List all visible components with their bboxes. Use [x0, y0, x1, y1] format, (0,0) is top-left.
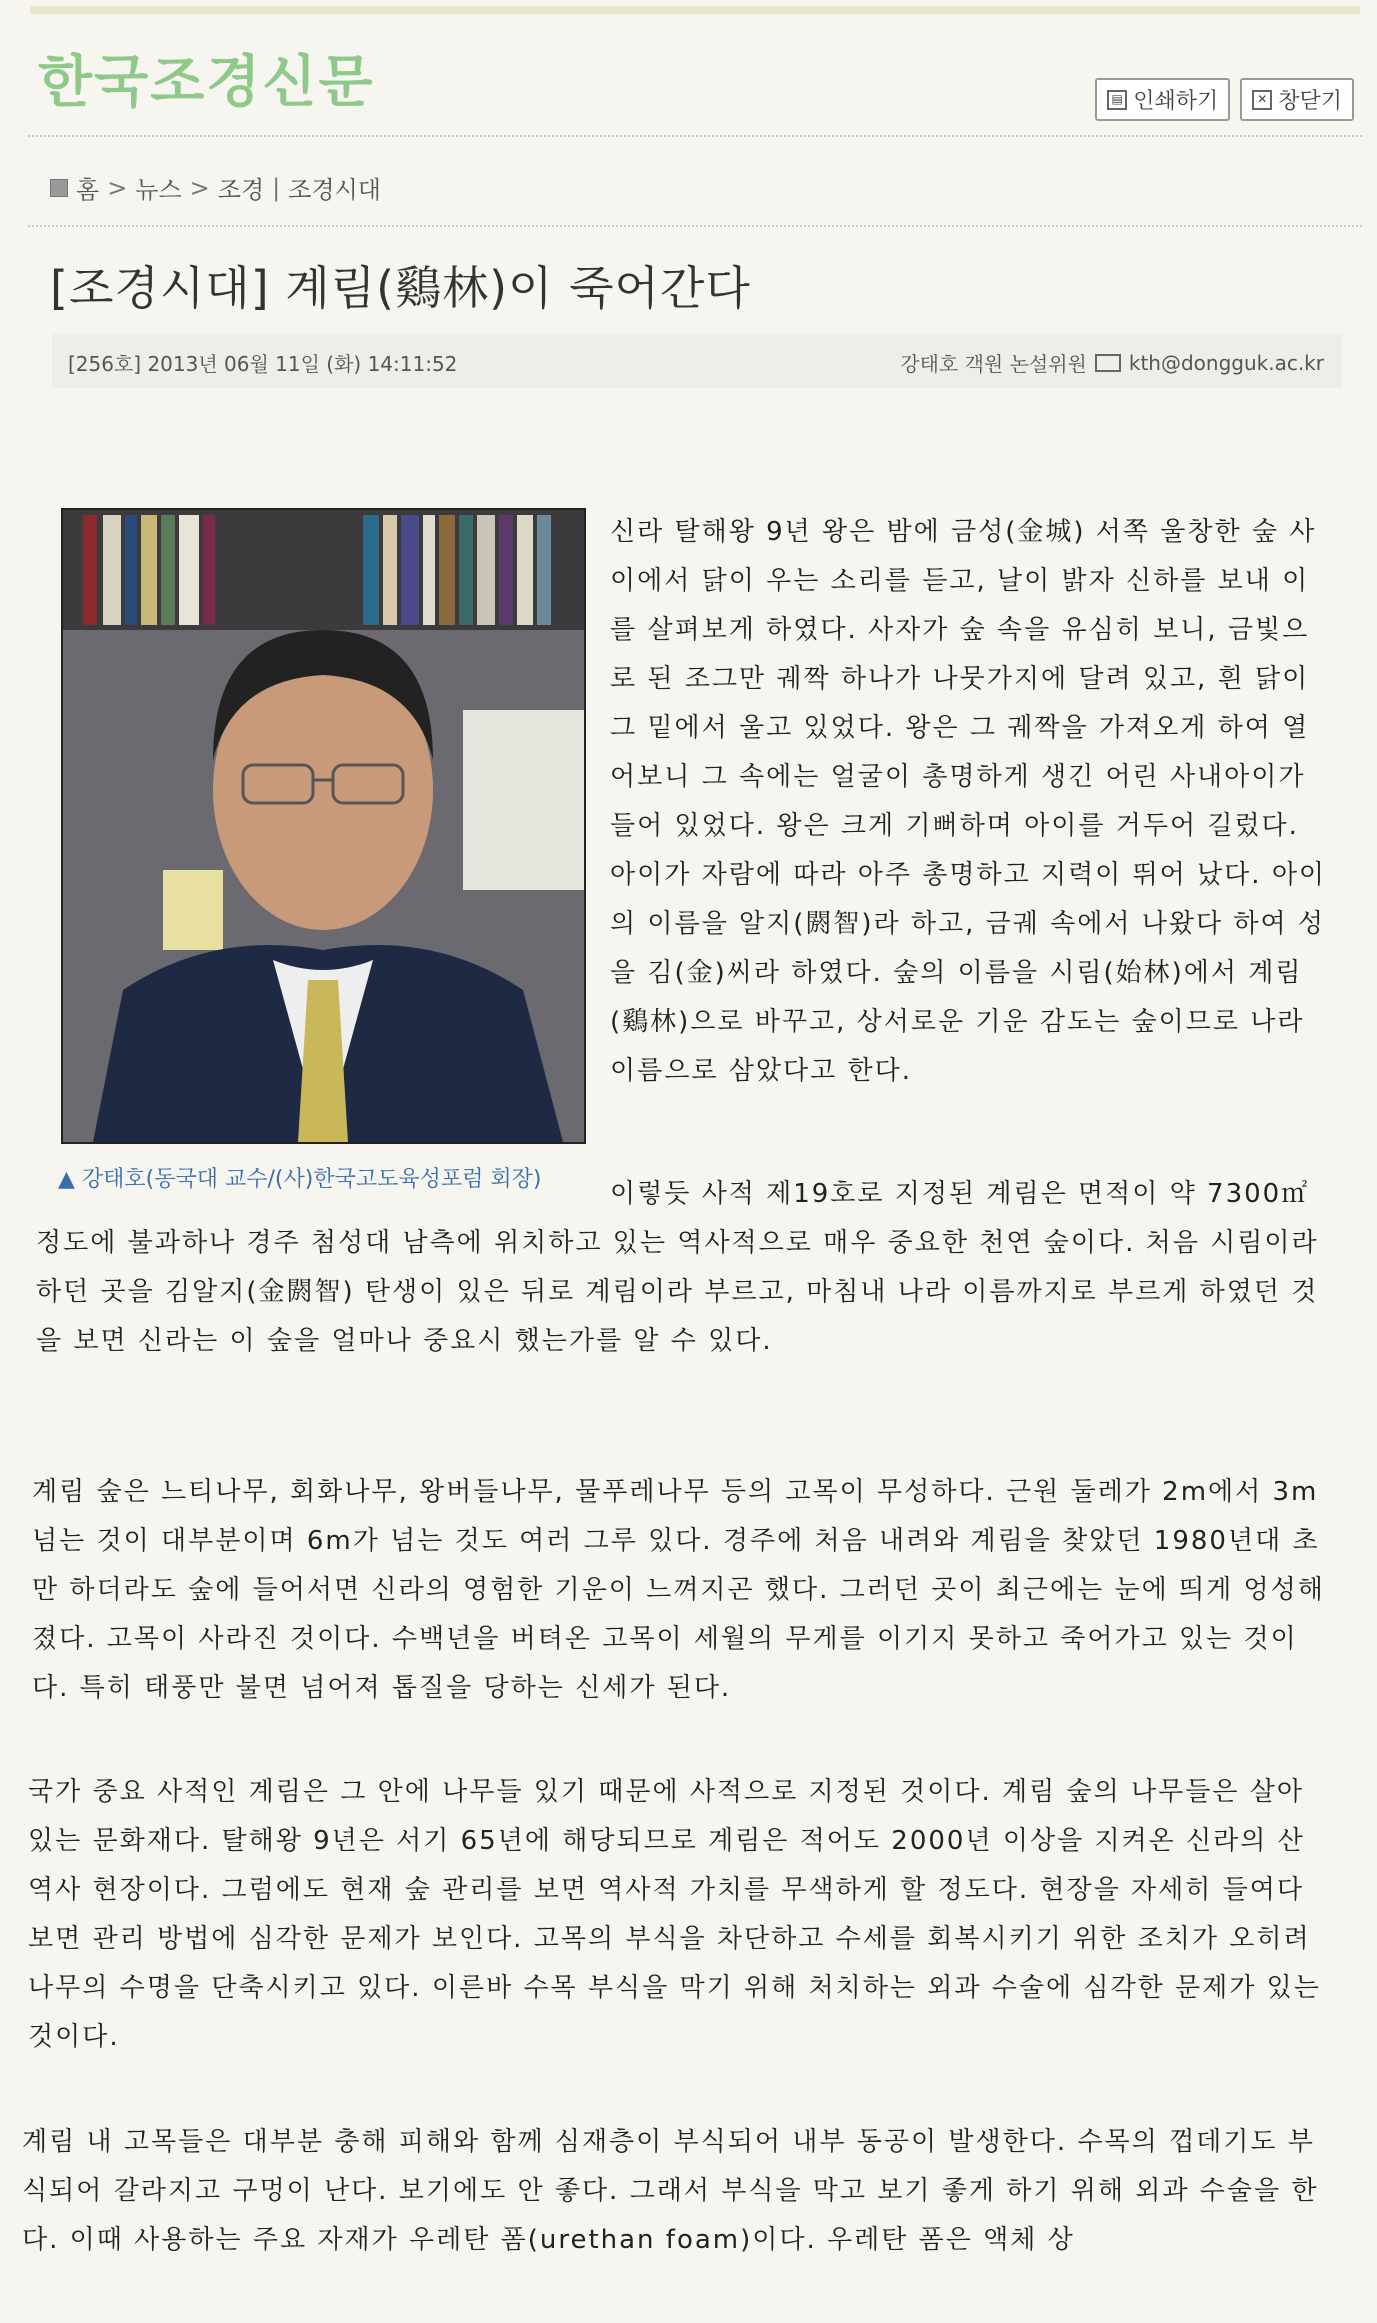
breadcrumb-news[interactable]: 뉴스 — [135, 176, 182, 204]
article-paragraph: 계림 숲은 느티나무, 회화나무, 왕버들나무, 물푸레나무 등의 고목이 무성하다. 근원 둘레가 2m에서 3m 넘는 것이 대부분이며 6m가 넘는 것도 여러 그루 있다. 경주에 처음 내려와 계림을 찾았던 1980년대 초만 하더라도 숲에 들어서면 신라의 영험한 기운이 느껴지곤 했다. 그러던 곳이 최근에는 눈에 띄게 엉성해 졌다. 고목이 사라진 것이다. 수백년을 버텨온 고목이 세월의 무게를 이기지 못하고 죽어가고 있는 것이다. 특히 태풍만 불면 넘어져 톱질을 당하는 신세가 된다. — [32, 1477, 1325, 1703]
breadcrumb-divider — [28, 225, 1362, 227]
article-actions — [1095, 78, 1354, 121]
close-icon: ✕ — [1252, 90, 1272, 110]
breadcrumb-separator: > — [107, 173, 128, 202]
article-paragraph: 국가 중요 사적인 계림은 그 안에 나무들 있기 때문에 사적으로 지정된 것이다. 계림 숲의 나무들은 살아 있는 문화재다. 탈해왕 9년은 서기 65년에 해당되므로 계림은 적어도 2000년 이상을 지켜온 신라의 산 역사 현장이다. 그럼에도 현재 숲 관리를 보면 역사적 가치를 무색하게 할 정도다. 현장을 자세히 들여다보면 관리 방법에 심각한 문제가 보인다. 고목의 부식을 차단하고 수세를 회복시키기 위한 조치가 오히려 나무의 수명을 단축시키고 있다. 이른바 수목 부식을 막기 위해 처치하는 외과 수술에 심각한 문제가 있는 것이다. — [28, 1777, 1321, 2052]
article-meta — [52, 334, 1342, 388]
print-button[interactable] — [1095, 78, 1230, 121]
author-info — [900, 348, 1324, 377]
close-label: 창닫기 — [1278, 89, 1342, 114]
home-icon — [50, 179, 68, 197]
breadcrumb-subsection[interactable]: 조경시대 — [288, 176, 381, 204]
breadcrumb-separator: > — [189, 173, 210, 202]
printer-icon: ▤ — [1107, 90, 1127, 110]
breadcrumb-separator: | — [272, 173, 281, 202]
author-photo — [61, 508, 586, 1144]
author-name: 강태호 객원 논설위원 — [900, 352, 1087, 376]
article-title: [조경시대] 계림(鷄林)이 죽어간다 — [50, 261, 751, 315]
mail-icon[interactable] — [1095, 354, 1121, 372]
author-photo-illustration — [63, 510, 584, 1142]
print-label: 인쇄하기 — [1133, 89, 1219, 114]
breadcrumb-home[interactable]: 홈 — [76, 176, 100, 204]
site-logo[interactable]: 한국조경신문 — [38, 50, 375, 115]
breadcrumb — [50, 170, 381, 205]
article-paragraph: 신라 탈해왕 9년 왕은 밤에 금성(金城) 서쪽 울창한 숲 사이에서 닭이 우는 소리를 듣고, 날이 밝자 신하를 보내 이를 살펴보게 하였다. 사자가 숲 속을 유심히 보니, 금빛으로 된 조그만 궤짝 하나가 나뭇가지에 달려 있고, 흰 닭이 그 밑에서 울고 있었다. 왕은 그 궤짝을 가져오게 하여 열어보니 그 속에는 얼굴이 총명하게 생긴 어린 사내아이가 들어 있었다. 왕은 크게 기뻐하며 아이를 거두어 길렀다. 아이가 자람에 따라 아주 총명하고 지력이 뛰어 났다. 아이의 이름을 알지(閼智)라 하고, 금궤 속에서 나왔다 하여 성을 김(金)씨라 하였다. 숲의 이름을 시림(始林)에서 계림(鷄林)으로 바꾸고, 상서로운 기운 감도는 숲이므로 나라 이름으로 삼았다고 한다. — [610, 517, 1327, 1086]
article-paragraph: 이렇듯 사적 제19호로 지정된 계림은 면적이 약 7300㎡ 정도에 불과하나 경주 첨성대 남측에 위치하고 있는 역사적으로 매우 중요한 천연 숲이다. 처음 시림이라 하던 곳을 김알지(金閼智) 탄생이 있은 뒤로 계림이라 부르고, 마침내 나라 이름까지로 부르게 하였던 것을 보면 신라는 이 숲을 얼마나 중요시 했는가를 알 수 있다. — [36, 1179, 1319, 1356]
breadcrumb-section[interactable]: 조경 — [217, 176, 265, 204]
top-band — [30, 6, 1360, 14]
close-window-button[interactable] — [1240, 78, 1354, 121]
issue-date: [256호] 2013년 06월 11일 (화) 14:11:52 — [68, 352, 458, 376]
header-divider — [28, 135, 1362, 137]
author-email[interactable]: kth@dongguk.ac.kr — [1128, 350, 1324, 375]
photo-caption: ▲ 강태호(동국대 교수/(사)한국고도육성포럼 회장) — [58, 1167, 542, 1192]
article-paragraph: 계림 내 고목들은 대부분 충해 피해와 함께 심재층이 부식되어 내부 동공이 발생한다. 수목의 껍데기도 부식되어 갈라지고 구멍이 난다. 보기에도 안 좋다. 그래서 부식을 막고 보기 좋게 하기 위해 외과 수술을 한다. 이때 사용하는 주요 자재가 우레탄 폼(urethan foam)이다. 우레탄 폼은 액체 상 — [22, 2127, 1319, 2255]
